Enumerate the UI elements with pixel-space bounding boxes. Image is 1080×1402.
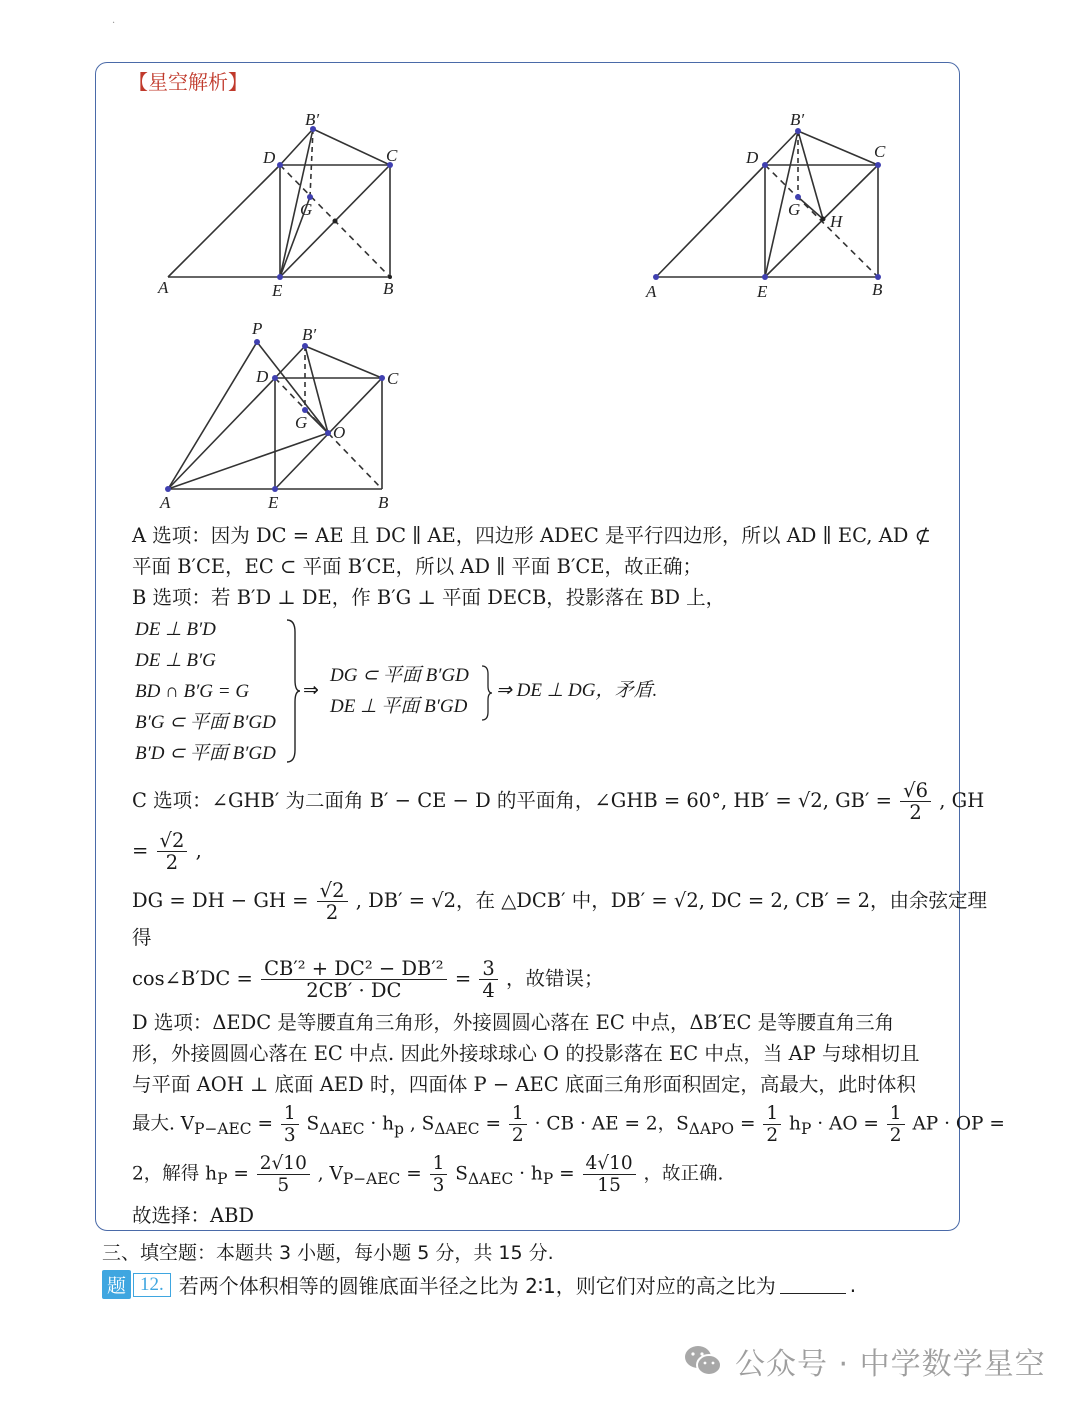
c2-tail: , — [195, 839, 202, 862]
subscript: ΔAPO — [688, 1120, 735, 1139]
d4-j: · AO = — [817, 1113, 879, 1135]
fraction — [430, 1153, 448, 1196]
fraction — [261, 958, 447, 1001]
question-end: . — [849, 1272, 857, 1297]
fig2-label-e: E — [757, 282, 768, 301]
d5-d: = — [406, 1163, 422, 1185]
system-row: DE ⊥ B′D — [135, 619, 216, 640]
fig3-label-b: B — [378, 493, 389, 512]
denominator: 2 — [325, 901, 339, 924]
option-c-line-2 — [132, 830, 202, 873]
c3-tail: , DB′ = √2，在 △DCB′ 中，DB′ = √2, DC = 2, CB′ = 2，由余弦定理 — [355, 889, 988, 912]
watermark — [683, 1339, 1046, 1383]
d4-d: · h — [370, 1113, 395, 1135]
fraction — [317, 880, 348, 923]
d5-g: = — [559, 1163, 575, 1185]
numerator: 1 — [509, 1103, 527, 1125]
option-a-line-2: 平面 B′CE，EC ⊂ 平面 B′CE，所以 AD ∥ 平面 B′CE，故正确； — [132, 555, 703, 578]
fig2-label-a: A — [646, 282, 657, 301]
fig3-label-o: O — [333, 423, 346, 442]
fraction — [157, 830, 188, 873]
option-d-line-1: D 选项：ΔEDC 是等腰直角三角形，外接圆圆心落在 EC 中点，ΔB′EC 是等腰直角三角 — [132, 1011, 895, 1034]
option-d-line-3: 与平面 AOH ⊥ 底面 AED 时，四面体 P − AEC 底面三角形面积固定，高最大，此时体积 — [132, 1073, 916, 1096]
fig3-label-a: A — [160, 493, 171, 512]
option-d-line-2: 形，外接圆圆心落在 EC 中点. 因此外接球球心 O 的投影落在 EC 中点，当 AP 与球相切且 — [132, 1042, 920, 1065]
fig3-label-d: D — [256, 367, 269, 386]
d4-e: , S — [409, 1113, 435, 1135]
fig3-label-g: G — [295, 413, 308, 432]
fraction — [900, 780, 931, 823]
fig1-label-c: C — [386, 146, 398, 165]
d5-e: S — [455, 1163, 468, 1185]
right-brace-small — [480, 664, 494, 722]
numerator: 1 — [281, 1103, 299, 1125]
watermark-text: 公众号 · 中学数学星空 — [735, 1347, 1046, 1382]
answer-blank[interactable] — [780, 1275, 846, 1294]
fraction — [509, 1103, 527, 1146]
system-row: BD ∩ B′G = G — [135, 681, 250, 702]
fig3-label-b1: B′ — [302, 325, 317, 344]
question-number: 12. — [133, 1273, 171, 1297]
fig1-label-a: A — [158, 278, 169, 297]
fig2-label-b1: B′ — [790, 110, 805, 129]
section-tag: 【星空解析】 — [128, 70, 248, 94]
denominator: 2CB′ · DC — [306, 979, 402, 1002]
fig1-label-b1: B′ — [305, 110, 320, 129]
fraction — [583, 1153, 636, 1196]
option-d-line-4 — [132, 1103, 1005, 1146]
denominator: 3 — [283, 1125, 296, 1146]
numerator: CB′² + DC² − DB′² — [261, 958, 447, 980]
middle-row: DG ⊂ 平面 B′GD — [330, 665, 469, 686]
figure-2 — [640, 105, 910, 305]
d4-a: 最大. V — [132, 1113, 195, 1135]
d5-b: = — [233, 1163, 249, 1185]
middle-row: DE ⊥ 平面 B′GD — [330, 696, 468, 717]
subscript: P−AEC — [194, 1120, 252, 1139]
fig2-label-h: H — [830, 212, 843, 231]
system-row: B′G ⊂ 平面 B′GD — [135, 712, 276, 733]
d4-b: = — [257, 1113, 273, 1135]
subscript: ΔAEC — [467, 1170, 514, 1189]
c5-tail: ，故错误； — [505, 967, 604, 990]
fig1-label-g: G — [300, 200, 313, 219]
denominator: 2 — [909, 801, 922, 824]
c2-text: = — [132, 839, 149, 862]
fraction — [763, 1103, 781, 1146]
option-c-line-4: 得 — [132, 926, 152, 949]
system-row: DE ⊥ B′G — [135, 650, 216, 671]
denominator: 15 — [597, 1175, 621, 1196]
c3-text: DG = DH − GH = — [132, 889, 309, 912]
equals: = — [454, 967, 472, 990]
option-b-middle — [330, 660, 469, 722]
fraction — [479, 958, 497, 1001]
subscript: p — [394, 1120, 404, 1139]
answer-line: 故选择：ABD — [132, 1204, 255, 1227]
wechat-icon — [683, 1344, 723, 1378]
c1-tail: , GH — [939, 789, 985, 812]
question-badge: 题 — [102, 1270, 131, 1299]
c5-text: cos∠B′DC = — [132, 967, 253, 990]
section-heading: 三、填空题：本题共 3 小题，每小题 5 分，共 15 分. — [102, 1242, 554, 1264]
fig3-label-c: C — [387, 369, 399, 388]
subscript: P−AEC — [342, 1170, 401, 1189]
fig2-label-g: G — [788, 200, 801, 219]
d5-h: ，故正确. — [643, 1163, 724, 1185]
numerator: 1 — [763, 1103, 781, 1125]
subscript: ΔAEC — [319, 1120, 365, 1139]
d5-c: , V — [317, 1163, 343, 1185]
d4-f: = — [485, 1113, 501, 1135]
denominator: 4 — [482, 979, 495, 1002]
d4-k: AP · OP = — [912, 1113, 1005, 1135]
subscript: ΔAEC — [434, 1120, 480, 1139]
subscript: P — [800, 1120, 812, 1139]
corner-dot: · — [112, 18, 116, 29]
subscript: P — [217, 1170, 228, 1189]
numerator: 2√10 — [257, 1153, 310, 1175]
numerator: 1 — [887, 1103, 905, 1125]
option-c-line-5 — [132, 958, 604, 1001]
denominator: 2 — [165, 851, 179, 874]
numerator: √2 — [157, 830, 188, 852]
fig1-label-b: B — [383, 279, 394, 298]
fig3-label-e: E — [268, 493, 279, 512]
d5-f: · h — [519, 1163, 543, 1185]
denominator: 5 — [277, 1175, 290, 1196]
option-c-line-1 — [132, 780, 984, 823]
d4-g: · CB · AE = 2，S — [534, 1113, 689, 1135]
fig2-label-c: C — [874, 142, 886, 161]
fig1-label-d: D — [263, 148, 276, 167]
fraction — [257, 1153, 310, 1196]
figure-1 — [150, 105, 420, 305]
d4-i: h — [789, 1113, 801, 1135]
denominator: 2 — [766, 1125, 779, 1146]
question-text: 若两个体积相等的圆锥底面半径之比为 2∶1，则它们对应的高之比为 — [178, 1274, 776, 1298]
option-d-line-5 — [132, 1153, 723, 1196]
option-b-system — [135, 614, 276, 769]
fig2-label-b: B — [872, 280, 883, 299]
option-c-line-3 — [132, 880, 987, 923]
option-b-line-1: B 选项：若 B′D ⊥ DE，作 B′G ⊥ 平面 DECB，投影落在 BD 上， — [132, 586, 726, 609]
fig3-label-p: P — [252, 319, 263, 338]
c1-text: C 选项：∠GHB′ 为二面角 B′ − CE − D 的平面角，∠GHB = 60°, HB′ = √2, GB′ = — [132, 789, 892, 812]
option-b-result: ⇒ DE ⊥ DG，矛盾. — [496, 680, 658, 701]
d5-a: 2，解得 h — [132, 1163, 218, 1185]
numerator: 3 — [479, 958, 497, 980]
denominator: 2 — [889, 1125, 902, 1146]
numerator: √2 — [317, 880, 348, 902]
subscript: P — [542, 1170, 554, 1189]
numerator: 1 — [430, 1153, 448, 1175]
right-brace — [285, 618, 301, 764]
fraction — [887, 1103, 905, 1146]
numerator: √6 — [900, 780, 931, 802]
system-row: B′D ⊂ 平面 B′GD — [135, 743, 276, 764]
figure-3 — [150, 318, 420, 518]
implies-arrow-1: ⇒ — [303, 680, 319, 701]
denominator: 2 — [511, 1125, 524, 1146]
denominator: 3 — [432, 1175, 445, 1196]
question-12 — [102, 1270, 856, 1299]
numerator: 4√10 — [583, 1153, 636, 1175]
fig1-label-e: E — [272, 281, 283, 300]
option-a-line-1: A 选项：因为 DC = AE 且 DC ∥ AE，四边形 ADEC 是平行四边形，所以 AD ∥ EC, AD ⊄ — [132, 524, 931, 547]
d4-h: = — [739, 1113, 756, 1135]
fig2-label-d: D — [746, 148, 759, 167]
d4-c: S — [306, 1113, 320, 1135]
fraction — [281, 1103, 299, 1146]
